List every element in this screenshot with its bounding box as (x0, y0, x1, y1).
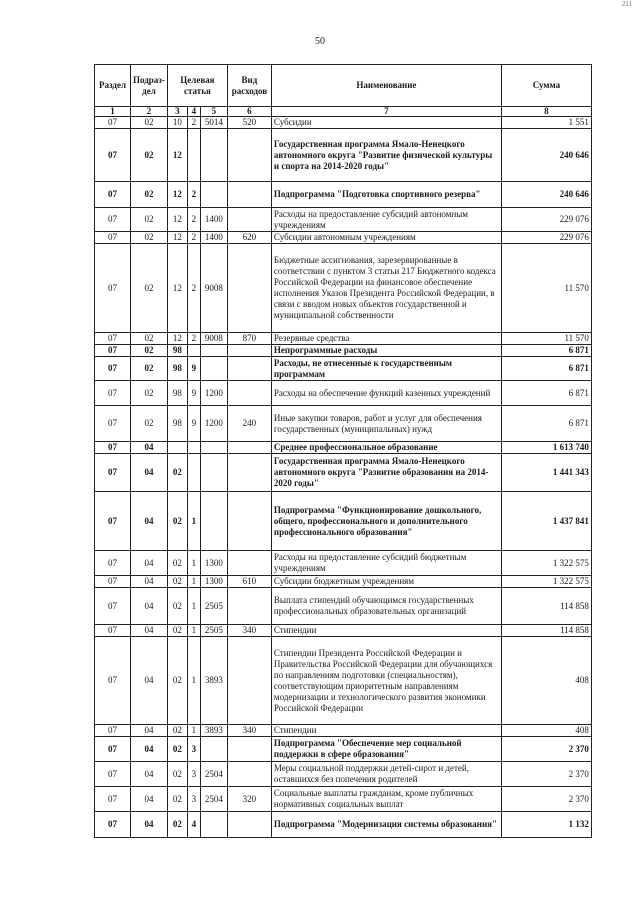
table-row (95, 551, 592, 576)
razdel-cell: 07 (95, 454, 131, 492)
sum-cell: 114 858 (501, 625, 591, 637)
vid-rashodov-cell (227, 357, 271, 381)
celevaya-part2-cell: 9 (187, 406, 200, 442)
vid-rashodov-cell (227, 454, 271, 492)
vid-rashodov-cell (227, 442, 271, 454)
celevaya-part3-cell: 1200 (200, 406, 227, 442)
celevaya-part1-cell: 02 (167, 637, 187, 725)
celevaya-part2-cell: 3 (187, 762, 200, 787)
name-cell: Социальные выплаты гражданам, кроме публичных нормативных социальных выплат (271, 787, 501, 812)
name-cell: Государственная программа Ямало-Ненецкого автономного округа "Развитие образования на 2014-2020 годы" (271, 454, 501, 492)
column-number-row (95, 107, 592, 117)
vid-rashodov-cell (227, 492, 271, 551)
table-row (95, 762, 592, 787)
celevaya-part2-cell: 1 (187, 551, 200, 576)
header-vid-rashodov: Вид расходов (227, 65, 271, 107)
sum-cell: 11 570 (501, 244, 591, 333)
column-number: 7 (271, 107, 501, 117)
celevaya-part3-cell (200, 737, 227, 762)
razdel-cell: 07 (95, 576, 131, 588)
name-cell: Государственная программа Ямало-Ненецкого автономного округа "Развитие физической культуры и спорта на 2014-2020 годы" (271, 129, 501, 182)
celevaya-part1-cell: 12 (167, 244, 187, 333)
name-cell: Стипендии (271, 725, 501, 737)
vid-rashodov-cell: 520 (227, 117, 271, 129)
celevaya-part3-cell: 2504 (200, 762, 227, 787)
sum-cell: 1 322 575 (501, 551, 591, 576)
sum-cell: 2 370 (501, 737, 591, 762)
table-row (95, 637, 592, 725)
sum-cell: 1 322 575 (501, 576, 591, 588)
celevaya-part3-cell (200, 492, 227, 551)
vid-rashodov-cell (227, 129, 271, 182)
podrazdel-cell: 04 (131, 576, 168, 588)
celevaya-part3-cell (200, 129, 227, 182)
razdel-cell: 07 (95, 208, 131, 232)
celevaya-part2-cell: 2 (187, 333, 200, 345)
celevaya-part3-cell: 1300 (200, 551, 227, 576)
sum-cell: 1 437 841 (501, 492, 591, 551)
celevaya-part1-cell: 02 (167, 812, 187, 838)
column-number: 8 (501, 107, 591, 117)
podrazdel-cell: 04 (131, 625, 168, 637)
celevaya-part1-cell: 12 (167, 208, 187, 232)
sum-cell: 229 076 (501, 232, 591, 244)
sum-cell: 6 871 (501, 345, 591, 357)
razdel-cell: 07 (95, 737, 131, 762)
celevaya-part1-cell: 98 (167, 406, 187, 442)
sum-cell: 114 858 (501, 588, 591, 625)
table-row (95, 357, 592, 381)
celevaya-part1-cell: 12 (167, 232, 187, 244)
celevaya-part3-cell: 9008 (200, 244, 227, 333)
table-row (95, 182, 592, 208)
column-number: 1 (95, 107, 131, 117)
celevaya-part3-cell (200, 345, 227, 357)
razdel-cell: 07 (95, 244, 131, 333)
column-number: 5 (200, 107, 227, 117)
celevaya-part2-cell: 1 (187, 576, 200, 588)
celevaya-part1-cell: 02 (167, 551, 187, 576)
razdel-cell: 07 (95, 625, 131, 637)
celevaya-part2-cell: 3 (187, 737, 200, 762)
column-number: 3 (167, 107, 187, 117)
celevaya-part1-cell: 02 (167, 454, 187, 492)
celevaya-part3-cell: 2505 (200, 588, 227, 625)
celevaya-part1-cell: 02 (167, 588, 187, 625)
celevaya-part3-cell (200, 182, 227, 208)
vid-rashodov-cell (227, 762, 271, 787)
podrazdel-cell: 04 (131, 492, 168, 551)
podrazdel-cell: 04 (131, 812, 168, 838)
header-summa: Сумма (501, 65, 591, 107)
podrazdel-cell: 02 (131, 345, 168, 357)
column-number: 2 (131, 107, 168, 117)
podrazdel-cell: 04 (131, 454, 168, 492)
vid-rashodov-cell: 870 (227, 333, 271, 345)
razdel-cell: 07 (95, 551, 131, 576)
column-number: 4 (187, 107, 200, 117)
celevaya-part2-cell: 1 (187, 625, 200, 637)
table-row (95, 406, 592, 442)
podrazdel-cell: 02 (131, 333, 168, 345)
celevaya-part3-cell: 5014 (200, 117, 227, 129)
celevaya-part1-cell: 98 (167, 357, 187, 381)
podrazdel-cell: 02 (131, 357, 168, 381)
razdel-cell: 07 (95, 345, 131, 357)
celevaya-part3-cell (200, 357, 227, 381)
razdel-cell: 07 (95, 492, 131, 551)
celevaya-part1-cell: 12 (167, 182, 187, 208)
razdel-cell: 07 (95, 588, 131, 625)
podrazdel-cell: 02 (131, 232, 168, 244)
razdel-cell: 07 (95, 812, 131, 838)
name-cell: Подпрограмма "Модернизация системы образования" (271, 812, 501, 838)
podrazdel-cell: 04 (131, 637, 168, 725)
celevaya-part1-cell: 12 (167, 333, 187, 345)
name-cell: Расходы на обеспечение функций казенных учреждений (271, 381, 501, 406)
sum-cell: 408 (501, 725, 591, 737)
celevaya-part2-cell: 2 (187, 117, 200, 129)
podrazdel-cell: 04 (131, 551, 168, 576)
celevaya-part1-cell: 10 (167, 117, 187, 129)
celevaya-part3-cell: 9008 (200, 333, 227, 345)
celevaya-part2-cell: 2 (187, 208, 200, 232)
table-row (95, 129, 592, 182)
name-cell: Меры социальной поддержки детей-сирот и детей, оставшихся без попечения родителей (271, 762, 501, 787)
celevaya-part3-cell: 2504 (200, 787, 227, 812)
table-row (95, 725, 592, 737)
budget-table-body (95, 117, 592, 838)
celevaya-part3-cell: 1300 (200, 576, 227, 588)
celevaya-part2-cell: 3 (187, 787, 200, 812)
vid-rashodov-cell (227, 208, 271, 232)
celevaya-part1-cell: 02 (167, 725, 187, 737)
vid-rashodov-cell: 610 (227, 576, 271, 588)
vid-rashodov-cell (227, 812, 271, 838)
podrazdel-cell: 02 (131, 117, 168, 129)
table-row (95, 232, 592, 244)
sum-cell: 2 370 (501, 762, 591, 787)
celevaya-part1-cell: 98 (167, 345, 187, 357)
celevaya-part2-cell: 9 (187, 357, 200, 381)
podrazdel-cell: 04 (131, 762, 168, 787)
celevaya-part1-cell: 02 (167, 787, 187, 812)
celevaya-part2-cell: 1 (187, 637, 200, 725)
razdel-cell: 07 (95, 129, 131, 182)
celevaya-part2-cell: 1 (187, 492, 200, 551)
name-cell: Субсидии (271, 117, 501, 129)
vid-rashodov-cell: 340 (227, 725, 271, 737)
table-row (95, 345, 592, 357)
celevaya-part2-cell: 2 (187, 182, 200, 208)
sum-cell: 240 646 (501, 129, 591, 182)
podrazdel-cell: 04 (131, 588, 168, 625)
vid-rashodov-cell: 620 (227, 232, 271, 244)
sum-cell: 1 551 (501, 117, 591, 129)
sum-cell: 408 (501, 637, 591, 725)
celevaya-part1-cell: 02 (167, 576, 187, 588)
razdel-cell: 07 (95, 232, 131, 244)
name-cell: Выплата стипендий обучающимся государственных профессиональных образовательных организаций (271, 588, 501, 625)
celevaya-part3-cell: 1200 (200, 381, 227, 406)
table-row (95, 812, 592, 838)
name-cell: Расходы, не отнесенные к государственным программам (271, 357, 501, 381)
sum-cell: 1 441 343 (501, 454, 591, 492)
vid-rashodov-cell (227, 345, 271, 357)
celevaya-part3-cell (200, 442, 227, 454)
podrazdel-cell: 02 (131, 208, 168, 232)
vid-rashodov-cell (227, 737, 271, 762)
razdel-cell: 07 (95, 762, 131, 787)
vid-rashodov-cell (227, 637, 271, 725)
header-naimenovanie: Наименование (271, 65, 501, 107)
celevaya-part3-cell: 1400 (200, 232, 227, 244)
name-cell: Подпрограмма "Функционирование дошкольного, общего, профессионального и дополнительного профессионального образования" (271, 492, 501, 551)
celevaya-part1-cell: 02 (167, 625, 187, 637)
podrazdel-cell: 04 (131, 787, 168, 812)
razdel-cell: 07 (95, 357, 131, 381)
celevaya-part2-cell (187, 442, 200, 454)
name-cell: Подпрограмма "Обеспечение мер социальной поддержки в сфере образования" (271, 737, 501, 762)
sum-cell: 11 570 (501, 333, 591, 345)
celevaya-part2-cell: 2 (187, 244, 200, 333)
table-row (95, 588, 592, 625)
budget-table (94, 64, 592, 838)
celevaya-part3-cell: 3893 (200, 725, 227, 737)
header-podrazdel: Подраз-дел (131, 65, 168, 107)
vid-rashodov-cell (227, 182, 271, 208)
table-row (95, 208, 592, 232)
podrazdel-cell: 02 (131, 129, 168, 182)
celevaya-part1-cell: 02 (167, 492, 187, 551)
podrazdel-cell: 02 (131, 381, 168, 406)
razdel-cell: 07 (95, 182, 131, 208)
table-row (95, 576, 592, 588)
name-cell: Субсидии автономным учреждениям (271, 232, 501, 244)
vid-rashodov-cell (227, 588, 271, 625)
celevaya-part1-cell: 02 (167, 737, 187, 762)
celevaya-part2-cell: 4 (187, 812, 200, 838)
table-row (95, 625, 592, 637)
celevaya-part2-cell: 1 (187, 588, 200, 625)
celevaya-part3-cell: 3893 (200, 637, 227, 725)
razdel-cell: 07 (95, 725, 131, 737)
sum-cell: 6 871 (501, 406, 591, 442)
corner-mark: 211 (621, 0, 632, 8)
podrazdel-cell: 04 (131, 737, 168, 762)
vid-rashodov-cell: 340 (227, 625, 271, 637)
table-row (95, 787, 592, 812)
celevaya-part1-cell (167, 442, 187, 454)
vid-rashodov-cell: 320 (227, 787, 271, 812)
table-row (95, 333, 592, 345)
name-cell: Резервные средства (271, 333, 501, 345)
celevaya-part2-cell: 9 (187, 381, 200, 406)
razdel-cell: 07 (95, 333, 131, 345)
table-row (95, 454, 592, 492)
vid-rashodov-cell (227, 381, 271, 406)
table-row (95, 381, 592, 406)
column-number: 6 (227, 107, 271, 117)
celevaya-part3-cell: 1400 (200, 208, 227, 232)
name-cell: Непрограммные расходы (271, 345, 501, 357)
sum-cell: 1 132 (501, 812, 591, 838)
celevaya-part2-cell: 1 (187, 725, 200, 737)
razdel-cell: 07 (95, 637, 131, 725)
sum-cell: 1 613 740 (501, 442, 591, 454)
razdel-cell: 07 (95, 787, 131, 812)
header-celevaya-statya: Целевая статья (167, 65, 227, 107)
name-cell: Стипендии (271, 625, 501, 637)
table-row (95, 442, 592, 454)
celevaya-part3-cell: 2505 (200, 625, 227, 637)
sum-cell: 6 871 (501, 357, 591, 381)
podrazdel-cell: 02 (131, 406, 168, 442)
table-row (95, 244, 592, 333)
celevaya-part1-cell: 98 (167, 381, 187, 406)
podrazdel-cell: 04 (131, 442, 168, 454)
podrazdel-cell: 02 (131, 182, 168, 208)
celevaya-part3-cell (200, 812, 227, 838)
celevaya-part1-cell: 02 (167, 762, 187, 787)
sum-cell: 240 646 (501, 182, 591, 208)
sum-cell: 6 871 (501, 381, 591, 406)
name-cell: Расходы на предоставление субсидий бюджетным учреждениям (271, 551, 501, 576)
podrazdel-cell: 02 (131, 244, 168, 333)
podrazdel-cell: 04 (131, 725, 168, 737)
table-row (95, 492, 592, 551)
header-razdel: Раздел (95, 65, 131, 107)
sum-cell: 2 370 (501, 787, 591, 812)
name-cell: Подпрограмма "Подготовка спортивного резерва" (271, 182, 501, 208)
razdel-cell: 07 (95, 117, 131, 129)
vid-rashodov-cell (227, 244, 271, 333)
name-cell: Стипендии Президента Российской Федерации и Правительства Российской Федерации для обучающихся по направлениям подготовки (специальностям), соответствующим приоритетным направлениям модернизации и технологического развития экономики Российской Федерации (271, 637, 501, 725)
celevaya-part2-cell (187, 129, 200, 182)
table-row (95, 117, 592, 129)
vid-rashodov-cell: 240 (227, 406, 271, 442)
razdel-cell: 07 (95, 381, 131, 406)
vid-rashodov-cell (227, 551, 271, 576)
celevaya-part2-cell (187, 345, 200, 357)
page-number: 50 (315, 36, 325, 47)
celevaya-part3-cell (200, 454, 227, 492)
name-cell: Субсидии бюджетным учреждениям (271, 576, 501, 588)
celevaya-part2-cell: 2 (187, 232, 200, 244)
razdel-cell: 07 (95, 442, 131, 454)
celevaya-part2-cell (187, 454, 200, 492)
table-row (95, 737, 592, 762)
sum-cell: 229 076 (501, 208, 591, 232)
celevaya-part1-cell: 12 (167, 129, 187, 182)
name-cell: Бюджетные ассигнования, зарезервированные в соответствии с пунктом 3 статьи 217 Бюджетного кодекса Российской Федерации на финансовое обеспечение исполнения Указов Президента Российской Федерации, в связи с вводом новых объектов государственной и муниципальной собственности (271, 244, 501, 333)
name-cell: Расходы на предоставление субсидий автономным учреждениям (271, 208, 501, 232)
name-cell: Иные закупки товаров, работ и услуг для обеспечения государственных (муниципальных) нужд (271, 406, 501, 442)
name-cell: Среднее профессиональное образование (271, 442, 501, 454)
razdel-cell: 07 (95, 406, 131, 442)
